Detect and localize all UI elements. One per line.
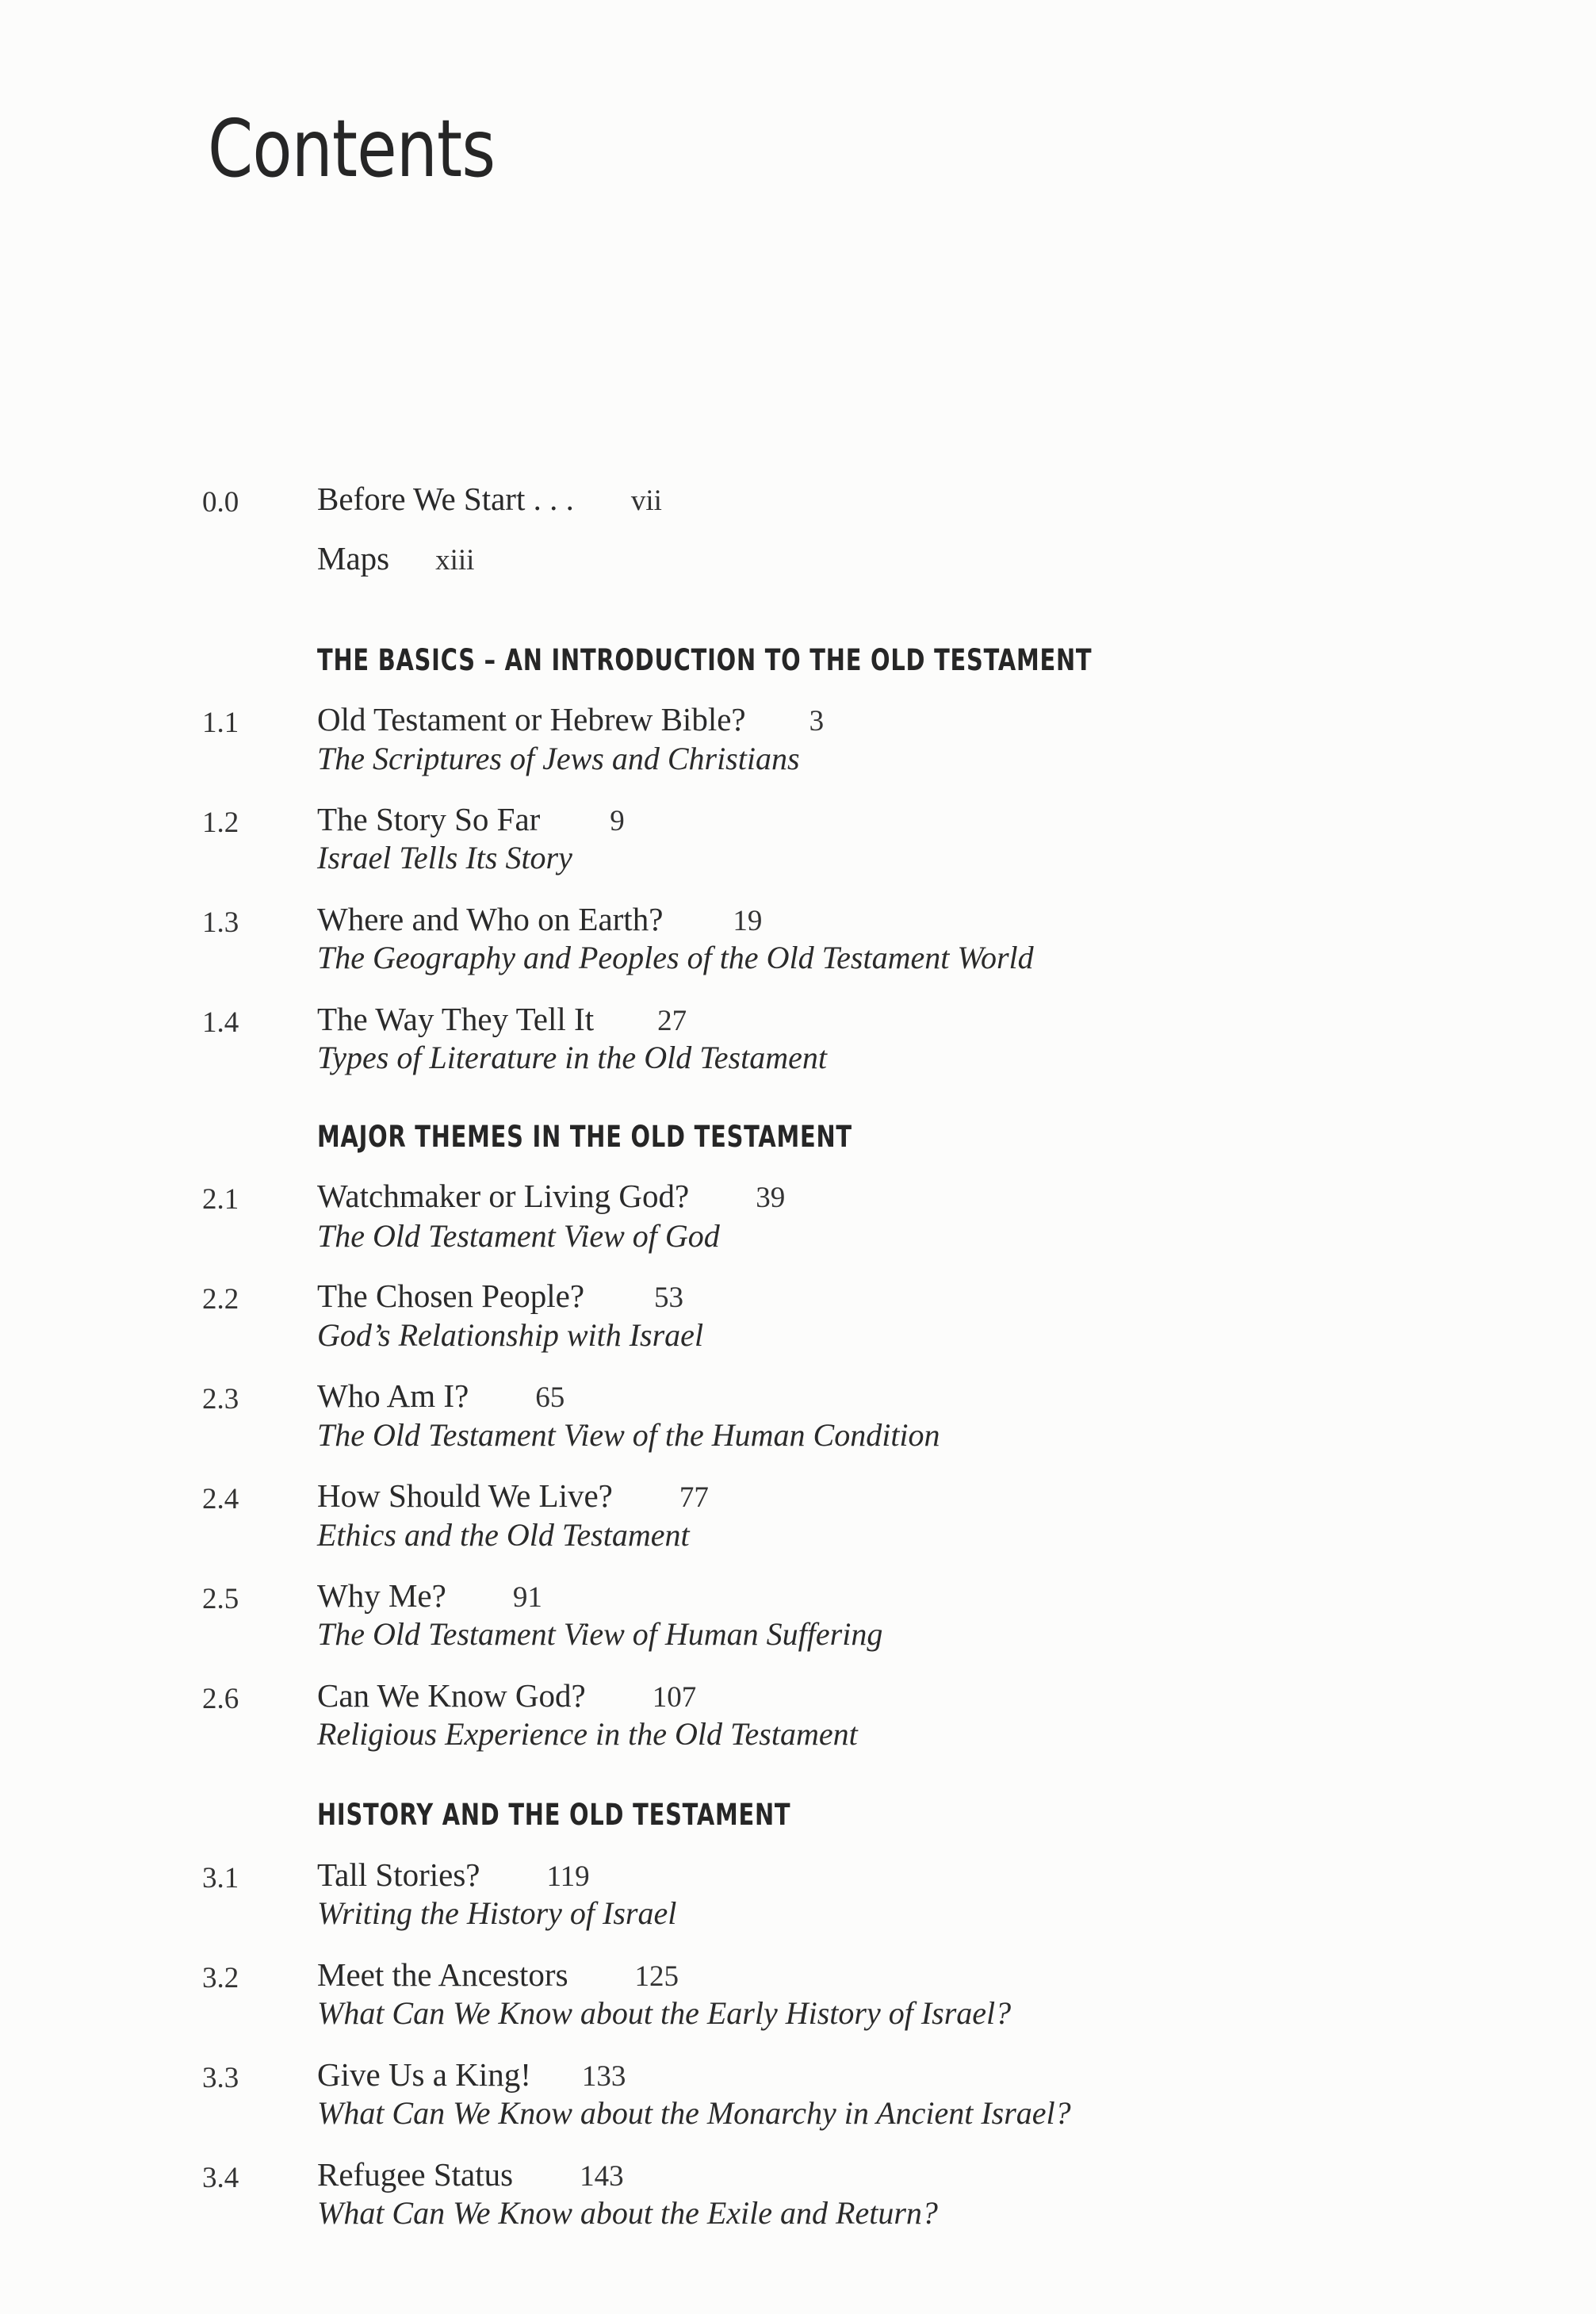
toc-entry-title-text: Refugee Status	[317, 2156, 514, 2193]
toc-entry-page: 19	[733, 905, 763, 937]
toc-entry-subtitle: What Can We Know about the Early History of Israel?	[317, 1995, 1012, 2031]
toc-entry-number: 2.5	[202, 1583, 239, 1615]
toc-entry-page: 107	[652, 1681, 697, 1714]
toc-entry-title[interactable]	[317, 2056, 626, 2093]
toc-entry-subtitle: The Scriptures of Jews and Christians	[317, 741, 800, 776]
toc-entry-number: 3.1	[202, 1862, 239, 1894]
toc-entry-title[interactable]	[317, 1577, 542, 1614]
toc-entry-title[interactable]	[317, 542, 474, 575]
toc-entry-subtitle: Writing the History of Israel	[317, 1895, 677, 1931]
toc-entry-subtitle: Types of Literature in the Old Testament	[317, 1040, 827, 1075]
toc-entry-title-text: Who Am I?	[317, 1377, 469, 1414]
toc-entry-title[interactable]	[317, 703, 824, 736]
toc-entry-page: 65	[535, 1381, 565, 1414]
toc-entry-number: 2.2	[202, 1283, 239, 1316]
toc-entry-subtitle: The Old Testament View of God	[317, 1218, 720, 1254]
toc-entry-title[interactable]	[317, 1280, 683, 1312]
toc-entry-page: 119	[546, 1860, 590, 1893]
toc-entry-number: 1.1	[202, 707, 239, 739]
toc-entry-number: 2.6	[202, 1683, 239, 1715]
toc-entry-subtitle: What Can We Know about the Monarchy in Ancient Israel?	[317, 2095, 1071, 2131]
section-heading: HISTORY AND THE OLD TESTAMENT	[317, 1798, 791, 1832]
toc-entry-title-text: Where and Who on Earth?	[317, 901, 664, 937]
toc-entry-title-text: How Should We Live?	[317, 1477, 613, 1514]
toc-entry-title-text: Maps	[317, 540, 390, 577]
toc-entry-number: 3.2	[202, 1962, 239, 1994]
toc-entry-subtitle: Israel Tells Its Story	[317, 840, 572, 875]
toc-entry-page: 91	[512, 1581, 542, 1614]
toc-entry-number: 2.1	[202, 1183, 239, 1216]
toc-entry-page: 3	[809, 705, 825, 737]
toc-entry-subtitle: Religious Experience in the Old Testament	[317, 1716, 858, 1752]
toc-entry-number: 3.3	[202, 2062, 239, 2094]
toc-entry-title[interactable]	[317, 1377, 565, 1414]
toc-entry-title[interactable]	[317, 903, 762, 936]
toc-entry-page: 143	[580, 2160, 624, 2193]
toc-entry-page: vii	[630, 485, 662, 517]
toc-entry-title[interactable]	[317, 1003, 687, 1036]
toc-entry-number: 2.3	[202, 1383, 239, 1416]
toc-entry-title[interactable]	[317, 1180, 785, 1213]
toc-entry-page: 9	[610, 805, 625, 837]
toc-entry-title[interactable]	[317, 2156, 624, 2193]
toc-entry-page: 53	[654, 1282, 684, 1314]
toc-entry-title[interactable]	[317, 1856, 590, 1893]
toc-entry-page: 77	[679, 1481, 709, 1514]
toc-entry-title[interactable]	[317, 1677, 697, 1714]
toc-entry-title[interactable]	[317, 803, 625, 836]
page-title: Contents	[208, 102, 496, 195]
section-heading: MAJOR THEMES IN THE OLD TESTAMENT	[317, 1120, 852, 1154]
toc-entry-number: 3.4	[202, 2162, 239, 2194]
toc-entry-page: 27	[657, 1005, 687, 1037]
toc-entry-number: 1.4	[202, 1006, 239, 1039]
toc-entry-page: 133	[581, 2060, 626, 2093]
toc-entry-subtitle: The Geography and Peoples of the Old Testament World	[317, 940, 1034, 975]
toc-entry-number: 1.2	[202, 806, 239, 839]
toc-entry-title[interactable]	[317, 483, 662, 515]
toc-entry-number: 2.4	[202, 1483, 239, 1515]
toc-entry-title[interactable]	[317, 1477, 709, 1514]
toc-entry-title-text: Old Testament or Hebrew Bible?	[317, 701, 746, 737]
section-heading: THE BASICS – AN INTRODUCTION TO THE OLD TESTAMENT	[317, 643, 1093, 677]
toc-entry-title-text: Meet the Ancestors	[317, 1956, 568, 1993]
toc-entry-page: xiii	[435, 544, 475, 577]
toc-entry-title-text: The Way They Tell It	[317, 1001, 595, 1037]
toc-entry-title-text: The Chosen People?	[317, 1278, 585, 1314]
toc-entry-title[interactable]	[317, 1956, 679, 1993]
toc-entry-title-text: Give Us a King!	[317, 2056, 531, 2093]
toc-entry-title-text: Before We Start . . .	[317, 481, 574, 517]
toc-entry-subtitle: The Old Testament View of the Human Condition	[317, 1417, 940, 1453]
toc-entry-title-text: The Story So Far	[317, 801, 541, 837]
toc-entry-title-text: Can We Know God?	[317, 1677, 586, 1714]
toc-entry-subtitle: The Old Testament View of Human Suffering	[317, 1616, 883, 1652]
toc-entry-title-text: Why Me?	[317, 1577, 446, 1614]
toc-entry-page: 39	[756, 1182, 786, 1214]
toc-entry-title-text: Watchmaker or Living God?	[317, 1178, 690, 1214]
toc-entry-subtitle: God’s Relationship with Israel	[317, 1317, 704, 1353]
toc-entry-number: 1.3	[202, 906, 239, 939]
toc-entry-title-text: Tall Stories?	[317, 1856, 480, 1893]
toc-entry-subtitle: What Can We Know about the Exile and Return?	[317, 2195, 938, 2231]
toc-entry-page: 125	[634, 1960, 679, 1993]
toc-entry-number: 0.0	[202, 486, 239, 519]
toc-entry-subtitle: Ethics and the Old Testament	[317, 1517, 690, 1553]
